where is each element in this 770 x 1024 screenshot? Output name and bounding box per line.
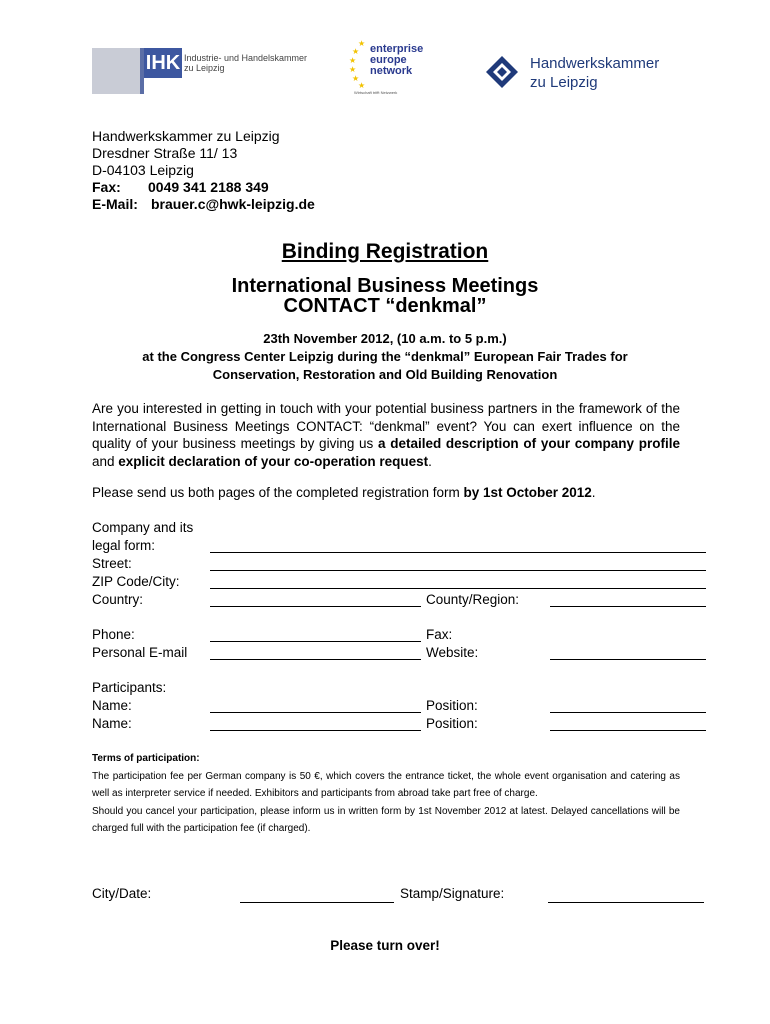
send-end: . <box>591 485 596 500</box>
event-title-line2: CONTACT “denkmal” <box>283 295 487 317</box>
terms-heading: Terms of participation: <box>92 753 200 764</box>
page-title: Binding Registration <box>281 240 489 263</box>
fax-number: 0049 341 2188 349 <box>148 179 269 195</box>
name-2-field[interactable] <box>210 730 421 731</box>
city-date-field[interactable] <box>240 902 394 903</box>
position-1-field[interactable] <box>550 712 706 713</box>
svg-text:★: ★ <box>352 74 360 83</box>
een-logo-text: enterprise europe network <box>370 43 424 77</box>
county-label: County/Region: <box>426 592 520 607</box>
send-text: Please send us both pages of the completed registration form <box>92 485 464 500</box>
city-date-label: City/Date: <box>92 886 152 901</box>
country-field[interactable] <box>210 606 421 607</box>
country-label: Country: <box>92 592 144 607</box>
ihk-logo-text: Industrie- und Handelskammer zu Leipzig <box>184 53 308 73</box>
name-2-label: Name: <box>92 716 132 731</box>
event-title-line1: International Business Meetings <box>231 275 539 297</box>
address-block <box>92 128 315 213</box>
intro-text-1: Are you interested in getting in touch with your potential business partners in the framework of the International Business Meetings CONTACT: “denkmal” event? You can exert influence on the quality of your business meetings by giving us <box>92 401 680 451</box>
terms-fee-paragraph: The participation fee per German company is 50 €, which covers the entrance ticket, the whole event organisation and catering as well as interpreter service if needed. Exhibitors and participants from abroad take part free of charge. <box>92 770 680 799</box>
event-venue: at the Congress Center Leipzig during the “denkmal” European Fair Trades for <box>142 349 628 364</box>
website-field[interactable] <box>550 659 706 660</box>
name-1-label: Name: <box>92 698 132 713</box>
send-deadline: by 1st October 2012 <box>463 485 592 500</box>
address-street: Dresdner Straße 11/ 13 <box>92 145 238 161</box>
company-field[interactable] <box>210 552 706 553</box>
email-address[interactable]: brauer.c@hwk-leipzig.de <box>151 196 315 212</box>
een-logo-subtitle: Wirtschaft trifft Netzwerk <box>354 90 398 95</box>
address-city: D-04103 Leipzig <box>92 162 194 178</box>
event-date: 23th November 2012, (10 a.m. to 5 p.m.) <box>263 331 507 346</box>
fax-field-label: Fax: <box>426 627 453 642</box>
terms-section <box>92 750 680 838</box>
terms-cancellation-paragraph: Should you cancel your participation, please inform us in written form by 1st November 2012 at latest. Delayed cancellations will be charged full with the participation fee (if charged). <box>92 805 680 834</box>
website-label: Website: <box>426 645 479 660</box>
zip-city-field[interactable] <box>210 588 706 589</box>
position-2-label: Position: <box>426 716 478 731</box>
event-fair: Conservation, Restoration and Old Building Renovation <box>212 367 558 382</box>
send-instruction <box>92 485 596 500</box>
address-name: Handwerkskammer zu Leipzig <box>92 128 280 144</box>
hwk-logo <box>484 52 684 92</box>
event-title <box>0 276 770 316</box>
een-logo <box>348 34 428 98</box>
hwk-emblem-icon <box>484 54 520 90</box>
zip-city-label: ZIP Code/City: <box>92 574 180 589</box>
star-ring-icon <box>348 38 372 88</box>
company-label <box>92 519 193 555</box>
svg-text:★: ★ <box>358 81 366 88</box>
svg-text:★: ★ <box>349 65 357 74</box>
ihk-logo-mark: IHK <box>144 48 182 78</box>
phone-field[interactable] <box>210 641 421 642</box>
stamp-signature-label: Stamp/Signature: <box>400 886 505 901</box>
participants-label: Participants: <box>92 680 167 695</box>
position-2-field[interactable] <box>550 730 706 731</box>
event-subtitle <box>0 330 770 384</box>
intro-bold-2: explicit declaration of your co-operation request <box>118 453 429 469</box>
name-1-field[interactable] <box>210 712 421 713</box>
street-label: Street: <box>92 556 132 571</box>
company-label-line1: Company and its <box>92 520 194 535</box>
intro-text-2: and <box>92 453 119 469</box>
ihk-logo-graphic <box>92 48 140 94</box>
ihk-logo <box>92 48 308 94</box>
fax-label: Fax: <box>92 179 121 195</box>
stamp-signature-field[interactable] <box>548 902 704 903</box>
intro-paragraph <box>92 400 680 470</box>
svg-text:★: ★ <box>349 56 357 65</box>
phone-label: Phone: <box>92 627 135 642</box>
svg-text:★: ★ <box>358 39 366 48</box>
street-field[interactable] <box>210 570 706 571</box>
company-label-line2: legal form: <box>92 538 156 553</box>
intro-text-3: . <box>428 453 432 469</box>
hwk-logo-text: Handwerkskammer zu Leipzig <box>530 55 660 91</box>
intro-bold-1: a detailed description of your company profile <box>378 436 680 451</box>
personal-email-field[interactable] <box>210 659 421 660</box>
county-field[interactable] <box>550 606 706 607</box>
svg-text:★: ★ <box>352 47 360 56</box>
turn-over-note: Please turn over! <box>330 938 440 953</box>
email-label: E-Mail: <box>92 196 138 212</box>
position-1-label: Position: <box>426 698 478 713</box>
personal-email-label: Personal E-mail <box>92 645 188 660</box>
